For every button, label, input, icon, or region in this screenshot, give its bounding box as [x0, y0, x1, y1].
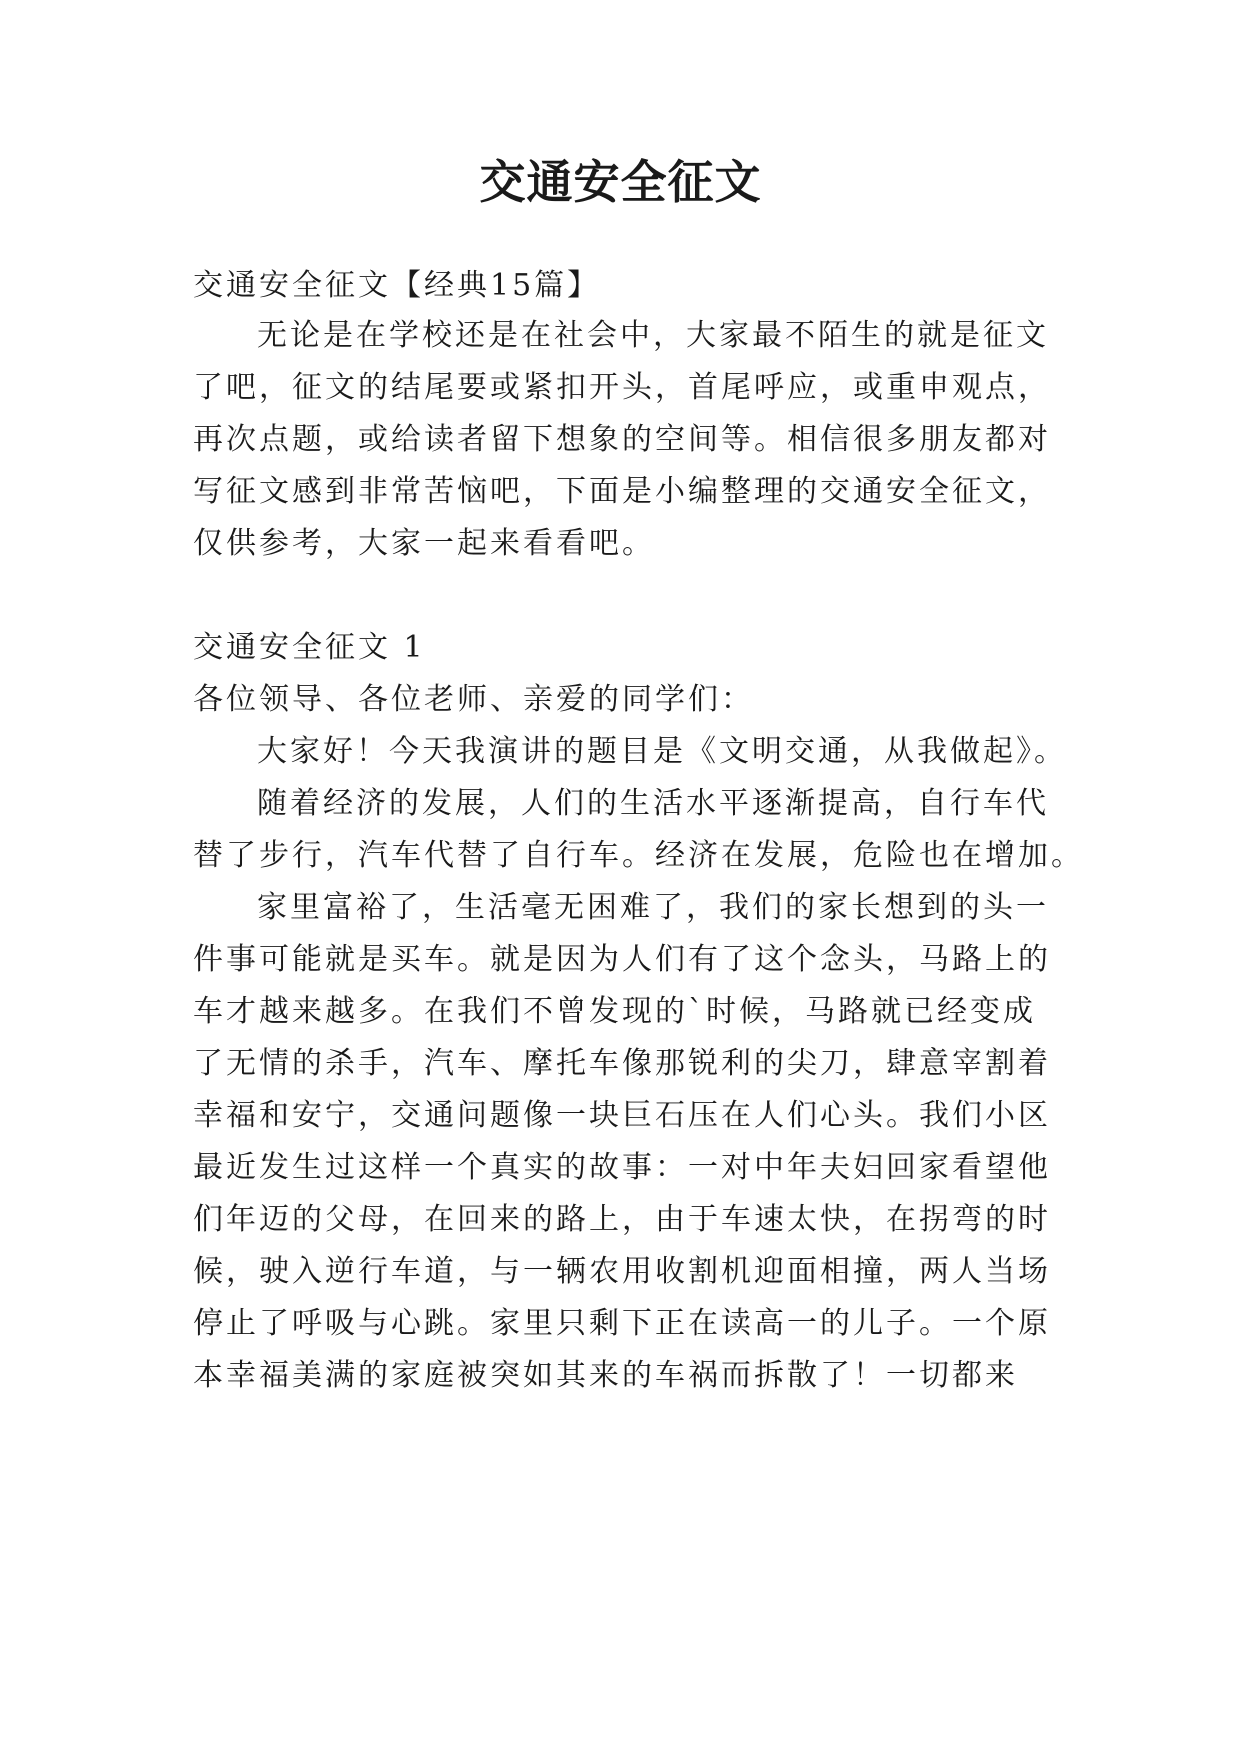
- document-title: 交通安全征文: [479, 155, 762, 209]
- body-line: 替了步行，汽车代替了自行车。经济在发展，危险也在增加。: [193, 838, 1084, 873]
- greeting: 各位领导、各位老师、亲爱的同学们：: [193, 682, 754, 717]
- intro-line: 仅供参考，大家一起来看看吧。: [193, 526, 655, 561]
- intro-line: 再次点题，或给读者留下想象的空间等。相信很多朋友都对: [193, 422, 1051, 457]
- body-line: 最近发生过这样一个真实的故事：一对中年夫妇回家看望他: [193, 1150, 1051, 1185]
- body-line: 车才越来越多。在我们不曾发现的`时候，马路就已经变成: [193, 994, 1036, 1029]
- body-line: 大家好！今天我演讲的题目是《文明交通，从我做起》。: [257, 734, 1067, 769]
- body-line: 们年迈的父母，在回来的路上，由于车速太快，在拐弯的时: [193, 1202, 1051, 1237]
- body-line: 停止了呼吸与心跳。家里只剩下正在读高一的儿子。一个原: [193, 1306, 1051, 1341]
- document-subtitle: 交通安全征文【经典15篇】: [193, 268, 601, 303]
- intro-line: 写征文感到非常苦恼吧，下面是小编整理的交通安全征文，: [193, 474, 1051, 509]
- section-heading: 交通安全征文 1: [193, 630, 426, 665]
- body-line: 幸福和安宁，交通问题像一块巨石压在人们心头。我们小区: [193, 1098, 1051, 1133]
- intro-line: 了吧，征文的结尾要或紧扣开头，首尾呼应，或重申观点，: [193, 370, 1051, 405]
- body-line: 家里富裕了，生活毫无困难了，我们的家长想到的头一: [257, 890, 1049, 925]
- body-line: 了无情的杀手，汽车、摩托车像那锐利的尖刀，肆意宰割着: [193, 1046, 1051, 1081]
- body-line: 本幸福美满的家庭被突如其来的车祸而拆散了！一切都来: [193, 1358, 1018, 1393]
- body-line: 件事可能就是买车。就是因为人们有了这个念头，马路上的: [193, 942, 1051, 977]
- body-line: 候，驶入逆行车道，与一辆农用收割机迎面相撞，两人当场: [193, 1254, 1051, 1289]
- intro-line: 无论是在学校还是在社会中，大家最不陌生的就是征文: [257, 318, 1049, 353]
- body-line: 随着经济的发展，人们的生活水平逐渐提高，自行车代: [257, 786, 1049, 821]
